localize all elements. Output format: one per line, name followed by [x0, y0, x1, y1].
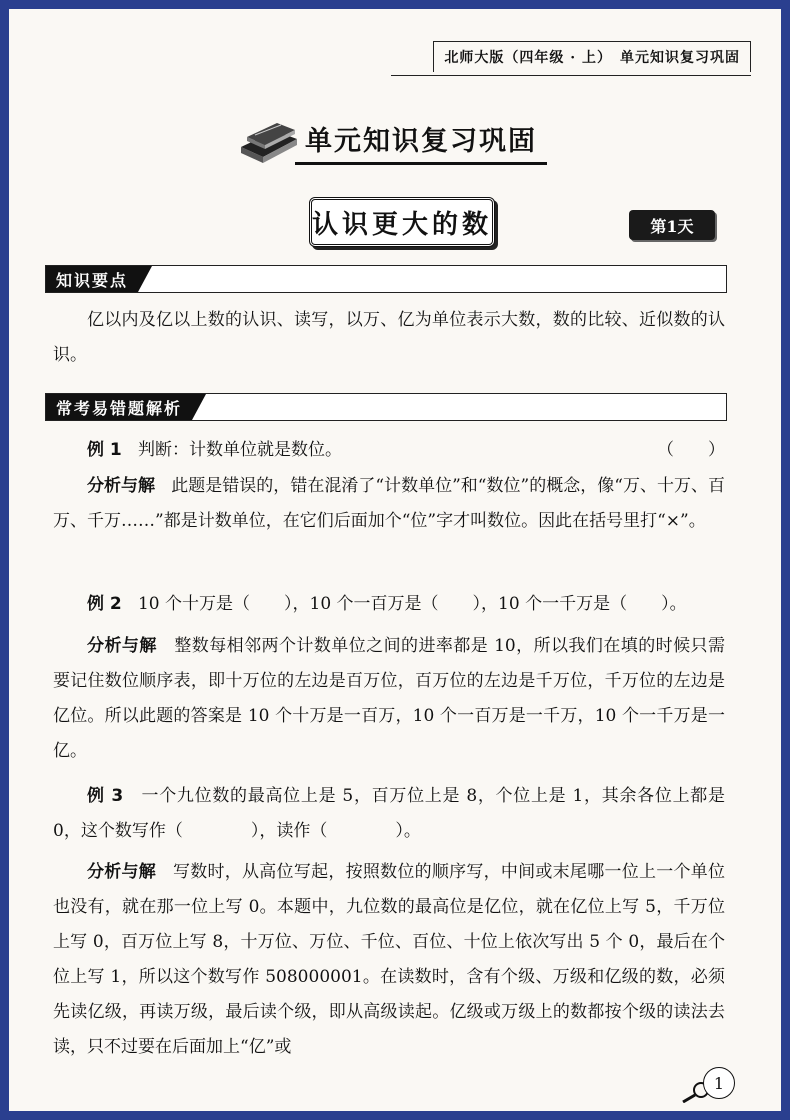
example-2-analysis-text: 整数每相邻两个计数单位之间的进率都是 10，所以我们在填的时候只需要记住数位顺序表，即十万位的左边是百万位，百万位的左边是千万位，千万位的左边是亿位。所以此题的答案是 10 个十万是一百万，10 个一百万是一千万，10 个一千万是一亿。	[53, 636, 725, 761]
running-header	[391, 41, 751, 76]
key-points-text: 亿以内及亿以上数的认识、读写，以万、亿为单位表示大数，数的比较、近似数的认识。	[53, 310, 725, 365]
day-badge: 第1天	[629, 210, 715, 240]
example-3-analysis	[53, 855, 725, 1065]
example-3-text: 一个九位数的最高位上是 5，百万位上是 8，个位上是 1，其余各位上都是 0，这个数写作（ ），读作（ ）。	[53, 786, 725, 841]
section-key-points-bar	[45, 265, 727, 293]
header-box	[433, 41, 751, 72]
example-2-analysis	[53, 629, 725, 769]
example-1-text: 判断：计数单位就是数位。	[137, 440, 342, 460]
page	[9, 9, 781, 1111]
example-3-question	[53, 779, 725, 849]
section-errors-bar	[45, 393, 727, 421]
lesson-title-box	[309, 197, 495, 247]
example-3-analysis-text: 写数时，从高位写起，按照数位的顺序写，中间或末尾哪一位上一个单位也没有，就在那一位上写 0。本题中，九位数的最高位是亿位，就在亿位上写 5，千万位上写 0，百万位上写 8，十万位、万位、千位、百位、十位上依次写出 5 个 0，最后在个位上写 1，所以这个数写作 508000001。在读数时，含有个级、万级和亿级的数，必须先读亿级，再读万级，最后读个级，即从高级读起。亿级或万级上的数都按个级的读法去读，只不过要在后面加上“亿”或	[53, 862, 725, 1057]
example-1-analysis-text: 此题是错误的，错在混淆了“计数单位”和“数位”的概念，像“万、十万、百万、千万……”都是计数单位，在它们后面加个“位”字才叫数位。因此在括号里打“×”。	[53, 476, 725, 531]
page-number: 1	[703, 1067, 735, 1099]
lesson-title: 认识更大的数	[312, 209, 493, 240]
example-1-analysis	[53, 469, 725, 539]
example-1-label: 例 1	[87, 440, 122, 460]
unit-banner	[235, 113, 565, 167]
example-1-question	[53, 433, 725, 468]
section-errors-label: 常考易错题解析	[46, 394, 192, 420]
example-2-label: 例 2	[87, 594, 122, 614]
example-1-analysis-label: 分析与解	[87, 476, 156, 496]
example-1-answer-blank[interactable]: （ ）	[657, 440, 725, 460]
example-3-analysis-label: 分析与解	[87, 862, 157, 882]
example-2-question	[53, 587, 725, 622]
example-2-analysis-label: 分析与解	[87, 636, 157, 656]
books-icon	[235, 113, 303, 167]
banner-title: 单元知识复习巩固	[295, 115, 547, 165]
example-3-label: 例 3	[87, 786, 124, 806]
example-2-text: 10 个十万是（ ），10 个一百万是（ ），10 个一千万是（ ）。	[137, 594, 687, 614]
header-unit: 单元知识复习巩固	[620, 50, 740, 66]
header-book: 北师大版（四年级 · 上）	[444, 50, 612, 66]
page-number-badge	[681, 1067, 741, 1103]
section-key-points-label: 知识要点	[46, 266, 138, 292]
